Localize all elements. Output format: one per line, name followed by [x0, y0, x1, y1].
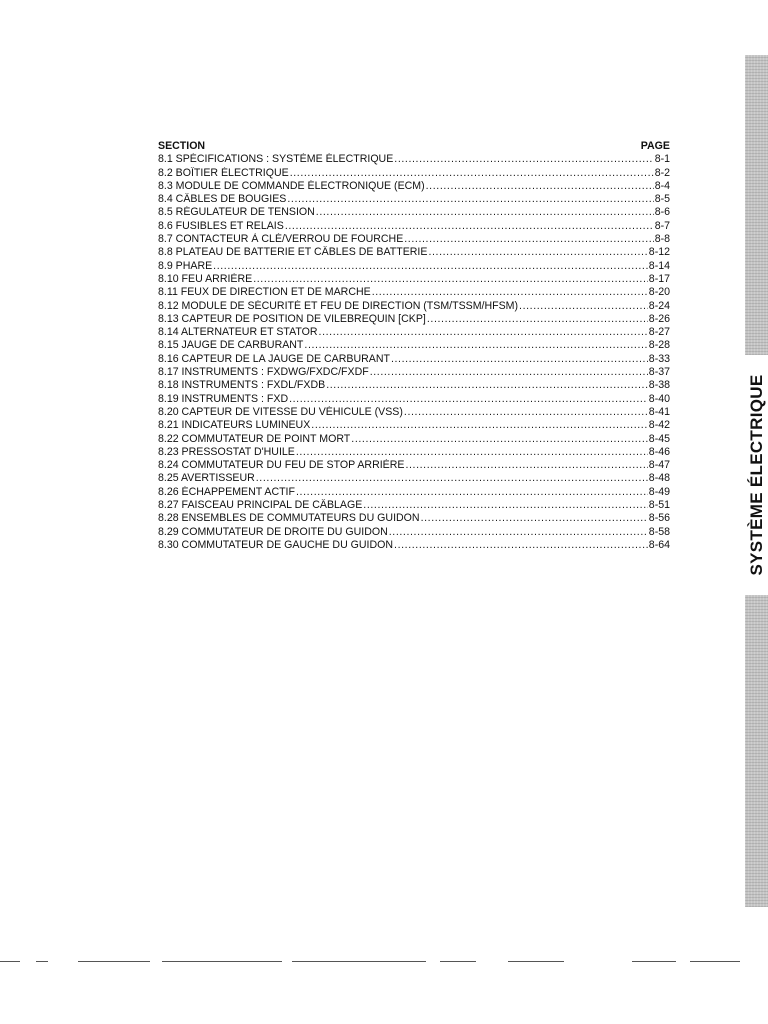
toc-entry-page: 8-45 [648, 432, 670, 445]
toc-entry-title: 8.15 JAUGE DE CARBURANT [158, 339, 304, 352]
toc-dot-leader [287, 193, 653, 206]
toc-entry-page: 8-26 [648, 312, 670, 325]
scan-line-segment [292, 961, 426, 962]
toc-entry [158, 459, 670, 472]
toc-entry-title: 8.22 COMMUTATEUR DE POINT MORT [158, 432, 351, 445]
toc-dot-leader [319, 326, 648, 339]
scan-line-segment [440, 961, 476, 962]
toc-dot-leader [351, 433, 648, 446]
toc-dot-leader [427, 313, 648, 326]
toc-entry-page: 8-5 [654, 193, 670, 206]
toc-entry [158, 260, 670, 273]
scan-line-segment [0, 961, 20, 962]
toc-entry-title: 8.29 COMMUTATEUR DE DROITE DU GUIDON [158, 525, 388, 538]
toc-entry-page: 8-1 [654, 153, 670, 166]
toc-entry-page: 8-27 [648, 326, 670, 339]
toc-entry [158, 486, 670, 499]
toc-entry-page: 8-56 [648, 512, 670, 525]
scan-line-segment [36, 961, 48, 962]
toc-entry-page: 8-49 [648, 485, 670, 498]
toc-entry-page: 8-58 [648, 525, 670, 538]
toc-entry-title: 8.19 INSTRUMENTS : FXD [158, 392, 289, 405]
toc-dot-leader [405, 459, 647, 472]
toc-entry-title: 8.2 BOÎTIER ÉLECTRIQUE [158, 166, 289, 179]
toc-entry-page: 8-12 [648, 246, 670, 259]
toc-entry [158, 167, 670, 180]
toc-dot-leader [519, 300, 648, 313]
toc-dot-leader [256, 472, 648, 485]
toc-entry [158, 286, 670, 299]
toc-entry [158, 313, 670, 326]
toc-dot-leader [428, 246, 647, 259]
toc-entry-title: 8.26 ÉCHAPPEMENT ACTIF [158, 485, 295, 498]
toc-entry-page: 8-51 [648, 499, 670, 512]
toc-entry-page: 8-17 [648, 272, 670, 285]
toc-entry [158, 433, 670, 446]
toc-entry-title: 8.27 FAISCEAU PRINCIPAL DE CÂBLAGE [158, 499, 363, 512]
toc-entry-title: 8.7 CONTACTEUR À CLÉ/VERROU DE FOURCHE [158, 233, 404, 246]
toc-entry-title: 8.8 PLATEAU DE BATTERIE ET CÂBLES DE BATTERIE [158, 246, 428, 259]
toc-entry-title: 8.20 CAPTEUR DE VITESSE DU VÉHICULE (VSS) [158, 405, 403, 418]
toc-entry-page: 8-41 [648, 405, 670, 418]
section-column-heading: SECTION [158, 140, 206, 152]
toc-entry [158, 180, 670, 193]
toc-entry-title: 8.30 COMMUTATEUR DE GAUCHE DU GUIDON [158, 538, 394, 551]
toc-header [158, 140, 670, 153]
toc-entry-title: 8.6 FUSIBLES ET RELAIS [158, 219, 284, 232]
toc-entry [158, 419, 670, 432]
toc-entry-title: 8.25 AVERTISSEUR [158, 472, 255, 485]
toc-entry-page: 8-48 [648, 472, 670, 485]
toc-entry-page: 8-38 [648, 379, 670, 392]
toc-entry [158, 206, 670, 219]
toc-entry [158, 539, 670, 552]
toc-entry-title: 8.17 INSTRUMENTS : FXDWG/FXDC/FXDF [158, 366, 369, 379]
toc-dot-leader [391, 353, 648, 366]
toc-entry-page: 8-47 [648, 459, 670, 472]
scan-line-segment [508, 961, 564, 962]
toc-dot-leader [389, 526, 648, 539]
toc-entry [158, 153, 670, 166]
toc-entry-page: 8-7 [654, 219, 670, 232]
side-tab-label: SYSTÈME ÉLECTRIQUE [747, 374, 766, 576]
toc-dot-leader [394, 539, 648, 552]
toc-entry-page: 8-33 [648, 352, 670, 365]
toc-dot-leader [296, 486, 648, 499]
toc-dot-leader [289, 393, 648, 406]
toc-entry-title: 8.12 MODULE DE SÉCURITÉ ET FEU DE DIRECTION (TSM/TSSM/HFSM) [158, 299, 519, 312]
toc-dot-leader [404, 233, 653, 246]
toc-entry-title: 8.21 INDICATEURS LUMINEUX [158, 419, 311, 432]
toc-entry-page: 8-8 [654, 233, 670, 246]
toc-entry-page: 8-64 [648, 538, 670, 551]
toc-entry [158, 379, 670, 392]
toc-entry-page: 8-40 [648, 392, 670, 405]
toc-dot-leader [404, 406, 648, 419]
toc-entry-title: 8.14 ALTERNATEUR ET STATOR [158, 326, 318, 339]
toc-entry [158, 193, 670, 206]
toc-entry-page: 8-42 [648, 419, 670, 432]
toc-entry [158, 472, 670, 485]
toc-entry [158, 233, 670, 246]
toc-entry-page: 8-28 [648, 339, 670, 352]
toc-entry [158, 406, 670, 419]
page-column-heading: PAGE [640, 140, 670, 152]
bottom-scan-lines [0, 960, 768, 964]
toc-entry-page: 8-2 [654, 166, 670, 179]
toc-entry-page: 8-6 [654, 206, 670, 219]
scan-line-segment [632, 961, 676, 962]
toc-dot-leader [304, 339, 647, 352]
scan-line-segment [690, 961, 740, 962]
toc-entry-title: 8.11 FEUX DE DIRECTION ET DE MARCHE [158, 286, 371, 299]
table-of-contents [158, 140, 670, 552]
toc-entry-title: 8.5 RÉGULATEUR DE TENSION [158, 206, 315, 219]
toc-entry-title: 8.24 COMMUTATEUR DU FEU DE STOP ARRIÈRE [158, 459, 405, 472]
toc-dot-leader [316, 206, 654, 219]
toc-entry-page: 8-37 [648, 366, 670, 379]
scan-line-segment [162, 961, 282, 962]
toc-dot-leader [370, 366, 648, 379]
toc-dot-leader [290, 167, 654, 180]
toc-dot-leader [296, 446, 648, 459]
toc-entry-page: 8-20 [648, 286, 670, 299]
toc-entry-page: 8-24 [648, 299, 670, 312]
toc-dot-leader [285, 220, 654, 233]
toc-dot-leader [326, 379, 648, 392]
toc-entry-title: 8.4 CÂBLES DE BOUGIES [158, 193, 287, 206]
toc-entry-title: 8.28 ENSEMBLES DE COMMUTATEURS DU GUIDON [158, 512, 420, 525]
toc-dot-leader [394, 153, 653, 166]
toc-entry [158, 273, 670, 286]
toc-entry [158, 526, 670, 539]
toc-entry-page: 8-4 [654, 179, 670, 192]
toc-entry-title: 8.13 CAPTEUR DE POSITION DE VILEBREQUIN [CKP] [158, 312, 426, 325]
toc-entry [158, 366, 670, 379]
toc-entry-title: 8.16 CAPTEUR DE LA JAUGE DE CARBURANT [158, 352, 390, 365]
toc-dot-leader [311, 419, 648, 432]
toc-list [158, 153, 670, 552]
toc-entry-title: 8.18 INSTRUMENTS : FXDL/FXDB [158, 379, 326, 392]
scan-line-segment [78, 961, 150, 962]
toc-entry [158, 499, 670, 512]
toc-entry [158, 393, 670, 406]
toc-entry [158, 220, 670, 233]
toc-dot-leader [213, 260, 648, 273]
toc-entry [158, 353, 670, 366]
toc-dot-leader [363, 499, 648, 512]
toc-entry [158, 339, 670, 352]
toc-dot-leader [426, 180, 654, 193]
toc-entry [158, 446, 670, 459]
toc-entry [158, 300, 670, 313]
toc-entry [158, 512, 670, 525]
toc-dot-leader [421, 512, 648, 525]
toc-entry-title: 8.10 FEU ARRIÈRE [158, 272, 253, 285]
toc-entry [158, 246, 670, 259]
toc-entry-title: 8.3 MODULE DE COMMANDE ÉLECTRONIQUE (ECM) [158, 179, 425, 192]
toc-entry-title: 8.9 PHARE [158, 259, 213, 272]
toc-dot-leader [253, 273, 648, 286]
toc-entry [158, 326, 670, 339]
toc-entry-title: 8.1 SPÉCIFICATIONS : SYSTÈME ÉLECTRIQUE [158, 153, 394, 166]
toc-entry-page: 8-46 [648, 445, 670, 458]
toc-entry-page: 8-14 [648, 259, 670, 272]
toc-entry-title: 8.23 PRESSOSTAT D'HUILE [158, 445, 295, 458]
toc-dot-leader [372, 286, 648, 299]
